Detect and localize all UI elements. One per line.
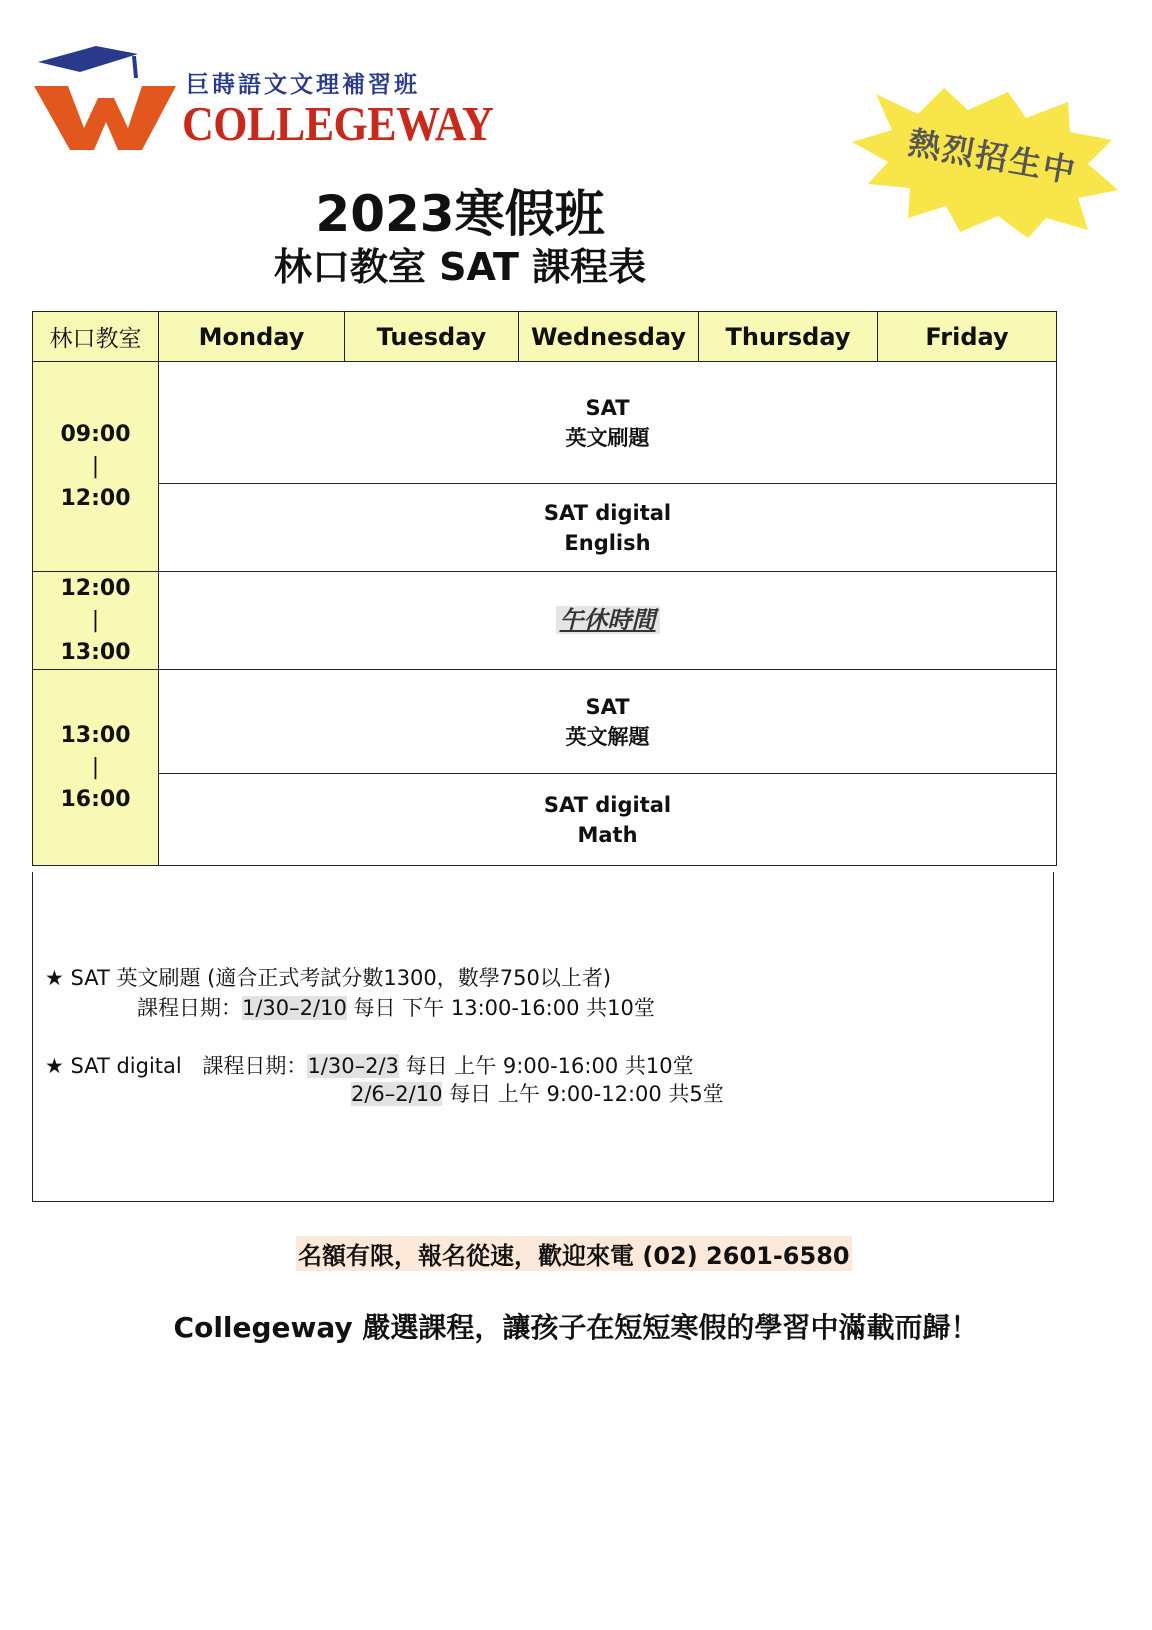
time-slot-morning: [33, 362, 159, 572]
schedule-table: [32, 311, 1057, 866]
page-title: 2023寒假班: [315, 185, 605, 243]
contact-info: 名額有限，報名從速，歡迎來電 (02) 2601-6580: [296, 1236, 852, 1271]
time-slot-afternoon: [33, 670, 159, 866]
time-end: 16:00: [60, 786, 131, 812]
date-label: 課程日期：: [137, 996, 242, 1020]
date-range: 2/6–2/10: [351, 1082, 443, 1106]
table-row: [33, 572, 1057, 670]
header-monday: Monday: [159, 312, 345, 362]
logo: [34, 46, 494, 156]
header-thursday: Thursday: [699, 312, 878, 362]
course-line: SAT digital: [543, 500, 672, 525]
note-text: 每日 上午 9:00-16:00 共10堂: [398, 1054, 694, 1078]
course-line: SAT: [585, 694, 630, 719]
date-range: 1/30–2/3: [307, 1054, 399, 1078]
lunch-label: 午休時間: [556, 606, 660, 634]
page-subtitle: 林口教室 SAT 課程表: [273, 245, 647, 289]
note-2-title: [45, 1050, 694, 1080]
star-icon: ★: [45, 1054, 64, 1078]
time-end: 12:00: [60, 485, 131, 511]
time-start: 09:00: [60, 421, 131, 447]
course-sat-english-solving: [159, 670, 1057, 774]
course-line: 英文解題: [565, 724, 650, 749]
time-start: 13:00: [60, 722, 131, 748]
course-sat-digital-math: [159, 774, 1057, 866]
table-row: [33, 670, 1057, 774]
time-slot-lunch: [33, 572, 159, 670]
note-1-dates: [137, 992, 655, 1022]
header-location: 林口教室: [33, 312, 159, 362]
table-row: [33, 362, 1057, 484]
date-range: 1/30–2/10: [242, 996, 347, 1020]
course-notes: [32, 872, 1054, 1202]
note-text: 每日 上午 9:00-12:00 共5堂: [442, 1082, 724, 1106]
graduation-cap-logo-icon: [34, 46, 184, 156]
star-icon: ★: [45, 966, 64, 990]
table-row: [33, 484, 1057, 572]
table-row: [33, 774, 1057, 866]
time-separator: |: [91, 453, 100, 479]
lunch-break: [159, 572, 1057, 670]
course-line: English: [564, 530, 651, 555]
time-separator: |: [91, 607, 100, 633]
course-line: Math: [577, 822, 638, 847]
header-tuesday: Tuesday: [345, 312, 519, 362]
time-end: 13:00: [60, 639, 131, 665]
course-line: SAT digital: [543, 792, 672, 817]
course-line: 英文刷題: [565, 425, 650, 450]
note-text: 每日 下午 13:00-16:00 共10堂: [346, 996, 655, 1020]
badge-text: 熱烈招生中: [905, 123, 1080, 191]
course-sat-digital-english: [159, 484, 1057, 572]
header-friday: Friday: [878, 312, 1057, 362]
date-label: 課程日期：: [202, 1054, 308, 1078]
table-header-row: [33, 312, 1057, 362]
note-1-title: [45, 962, 611, 992]
time-start: 12:00: [60, 575, 131, 601]
logo-chinese-name: 巨蒔語文文理補習班: [186, 71, 420, 98]
slogan: Collegeway 嚴選課程，讓孩子在短短寒假的學習中滿載而歸！: [173, 1311, 979, 1344]
header-wednesday: Wednesday: [519, 312, 699, 362]
note-text: SAT digital: [70, 1054, 182, 1078]
logo-english-name: COLLEGEWAY: [182, 97, 494, 151]
note-2-dates-second: [351, 1078, 724, 1108]
note-text: SAT 英文刷題 (適合正式考試分數1300，數學750以上者): [70, 966, 612, 990]
course-sat-english-practice: [159, 362, 1057, 484]
time-separator: |: [91, 754, 100, 780]
course-line: SAT: [585, 395, 630, 420]
